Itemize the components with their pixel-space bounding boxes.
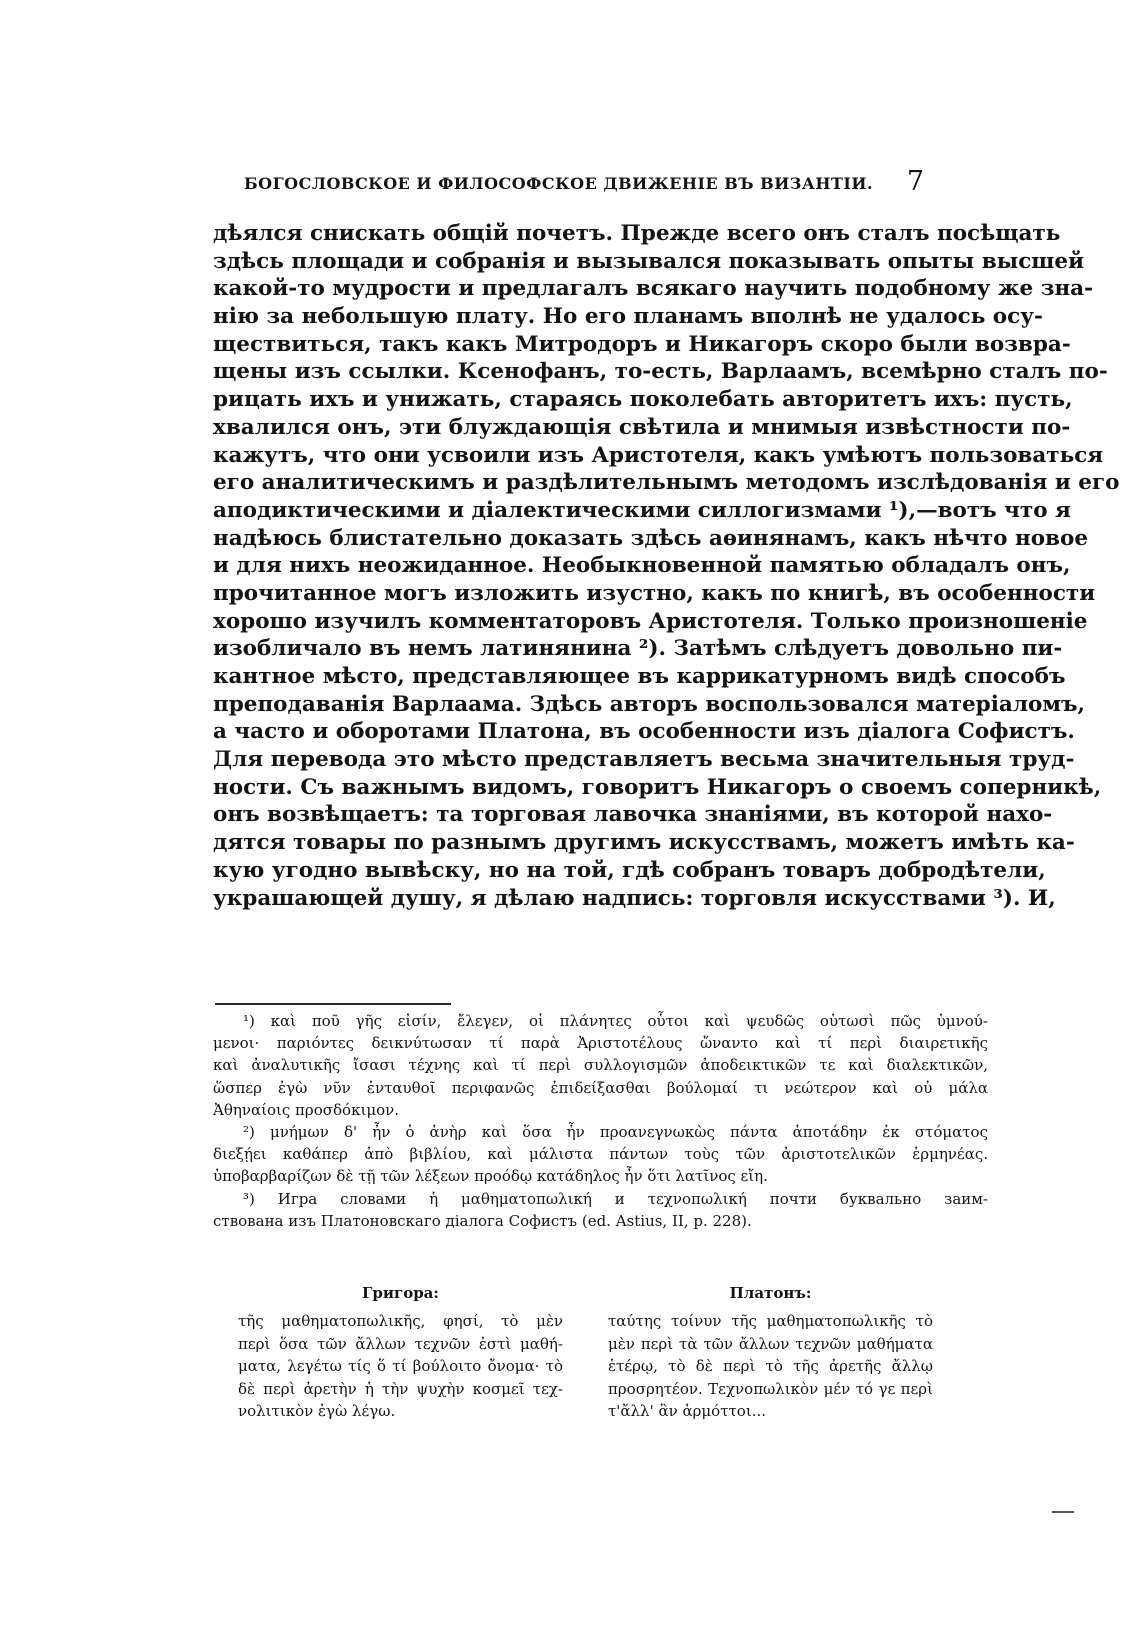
margin-mark bbox=[1052, 1511, 1074, 1513]
text-line: Для перевода это мѣсто представляетъ весьма значительныя труд- bbox=[213, 747, 1075, 773]
footnote-line: ὥσπερ ἐγὼ νῦν ἐνταυθοῖ περιφανῶς ἐπιδείξασθαι βούλομαί τι νεώτερον καὶ οὐ μάλα bbox=[213, 1078, 988, 1097]
text-line: изобличало въ немъ латинянина ²). Затѣмъ слѣдуетъ довольно пи- bbox=[213, 636, 1063, 662]
text-line: аподиктическими и діалектическими силлогизмами ¹),—вотъ что я bbox=[213, 497, 1071, 523]
page-header bbox=[244, 166, 924, 200]
footnote-line: καὶ ἀναλυτικῆς ἴσασι τέχνης καὶ τί περὶ συλλογισμῶν ἀποδεικτικῶν τε καὶ διαλεκτικῶν, bbox=[213, 1056, 988, 1075]
text-line: а часто и оборотами Платона, въ особенности изъ діалога Софистъ. bbox=[213, 719, 1075, 745]
column-line: περὶ ὅσα τῶν ἄλλων τεχνῶν ἐστὶ μαθή- bbox=[238, 1334, 563, 1353]
footnote-line: ²) μνήμων δ' ἦν ὁ ἀνὴρ καὶ ὅσα ἦν προανεγνωκὼς πάντα ἀποτάδην ἐκ στόματος bbox=[243, 1122, 988, 1141]
text-line: хвалился онъ, эти блуждающія свѣтила и мнимыя извѣстности по- bbox=[213, 414, 1071, 440]
footnote-2 bbox=[213, 1121, 988, 1188]
column-line: τ'ἄλλ' ἂν ἁρμόττοι... bbox=[608, 1402, 767, 1421]
text-line: ществиться, такъ какъ Митродоръ и Никагоръ скоро были возвра- bbox=[213, 331, 1071, 357]
footnote-line: Ἀθηναίοις προσδόκιμον. bbox=[213, 1100, 399, 1119]
column-heading: Платонъ: bbox=[729, 1284, 812, 1302]
column-heading: Григора: bbox=[362, 1284, 439, 1302]
text-line: щены изъ ссылки. Ксенофанъ, то-есть, Варлаамъ, всемѣрно сталъ по- bbox=[213, 359, 1108, 385]
footnote-line: διεξῄει καθάπερ ἀπὸ βιβλίου, καὶ μάλιστα πάντων τοὺς τῶν ἀριστοτελικῶν ἑρμηνέας. bbox=[213, 1145, 988, 1164]
text-line: ности. Съ важнымъ видомъ, говоритъ Никагоръ о своемъ соперникѣ, bbox=[213, 774, 1102, 800]
footnote-divider bbox=[215, 1003, 451, 1005]
column-line: ἑτέρῳ, τὸ δὲ περὶ τὸ τῆς ἀρετῆς ἄλλῳ bbox=[608, 1357, 933, 1376]
column-line: μὲν περὶ τὰ τῶν ἄλλων τεχνῶν μαθήματα bbox=[608, 1334, 933, 1353]
text-line: нію за небольшую плату. Но его планамъ вполнѣ не удалось осу- bbox=[213, 304, 1043, 330]
column-line: προσρητέον. Τεχνοπωλικὸν μέν τό γε περὶ bbox=[608, 1379, 933, 1398]
footnote-1 bbox=[213, 1010, 988, 1121]
parallel-columns bbox=[238, 1282, 978, 1422]
main-text bbox=[213, 220, 1120, 912]
footnotes bbox=[213, 1010, 988, 1232]
column-line: δὲ περὶ ἀρετὴν ἡ τὴν ψυχὴν κοσμεῖ τεχ- bbox=[238, 1379, 563, 1398]
text-line: хорошо изучилъ комментаторовъ Аристотеля. Только произношеніе bbox=[213, 608, 1088, 634]
text-line: прочитанное могъ изложить изустно, какъ по книгѣ, въ особенности bbox=[213, 580, 1096, 606]
footnote-line: ¹) καὶ ποῦ γῆς εἰσίν, ἔλεγεν, οἱ πλάνητες οὗτοι καὶ ψευδῶς οὑτωσὶ πῶς ὑμνού- bbox=[243, 1012, 988, 1030]
text-line: рицать ихъ и унижать, стараясь поколебать авторитетъ ихъ: пусть, bbox=[213, 387, 1073, 413]
column-line: ταύτης τοίνυν τῆς μαθηματοπωλικῆς τὸ bbox=[608, 1312, 933, 1330]
footnote-line: ствована изъ Платоновскаго діалога Софистъ (ed. Astius, II, p. 228). bbox=[213, 1211, 752, 1230]
page-number: 7 bbox=[906, 166, 924, 197]
running-title: БОГОСЛОВСКОЕ И ФИЛОСОФСКОЕ ДВИЖЕНІЕ ВЪ ВИЗАНТІИ. bbox=[244, 174, 874, 193]
footnote-line: ³) Игра словами ἡ μαθηματοπωλική и τεχνοπωλική почти буквально заим- bbox=[243, 1189, 988, 1208]
column-plato bbox=[608, 1282, 933, 1423]
text-line: дятся товары по разнымъ другимъ искусствамъ, можетъ имѣть ка- bbox=[213, 830, 1075, 856]
column-gregoras bbox=[238, 1282, 563, 1423]
column-line: τῆς μαθηματοπωλικῆς, φησί, τὸ μὲν bbox=[238, 1312, 563, 1330]
footnote-3 bbox=[213, 1188, 988, 1232]
text-line: дѣялся снискать общій почетъ. Прежде всего онъ сталъ посѣщать bbox=[213, 221, 1061, 246]
column-line: ματα, λεγέτω τίς ὅ τί βούλοιτο ὄνομα· τὸ bbox=[238, 1357, 563, 1376]
text-line: и для нихъ неожиданное. Необыкновенной памятью обладалъ онъ, bbox=[213, 553, 1071, 579]
text-line: надѣюсь блистательно доказать здѣсь аѳинянамъ, какъ нѣчто новое bbox=[213, 525, 1089, 551]
column-line: νολιτικὸν ἐγὼ λέγω. bbox=[238, 1402, 396, 1421]
text-line: кажутъ, что они усвоили изъ Аристотеля, какъ умѣютъ пользоваться bbox=[213, 442, 1104, 468]
text-line: украшающей душу, я дѣлаю надпись: торговля искусствами ³). И, bbox=[213, 885, 1056, 911]
text-line: здѣсь площади и собранія и вызывался показывать опыты высшей bbox=[213, 248, 1085, 274]
text-line: онъ возвѣщаетъ: та торговая лавочка знаніями, въ которой нахо- bbox=[213, 802, 1053, 828]
footnote-line: ὑποβαρβαρίζων δὲ τῇ τῶν λέξεων προόδῳ κατάδηλος ἦν ὅτι λατῖνος εἴη. bbox=[213, 1167, 768, 1186]
footnote-line: μενοι· παριόντες δεικνύτωσαν τί παρὰ Ἀριστοτέλους ὤναντο καὶ τί περὶ διαιρετικῆς bbox=[213, 1034, 988, 1053]
text-line: преподаванія Варлаама. Здѣсь авторъ воспользовался матеріаломъ, bbox=[213, 691, 1085, 717]
text-line: кую угодно вывѣску, но на той, гдѣ собранъ товаръ добродѣтели, bbox=[213, 857, 1046, 883]
text-line: какой-то мудрости и предлагалъ всякаго научить подобному же зна- bbox=[213, 276, 1094, 302]
text-line: кантное мѣсто, представляющее въ каррикатурномъ видѣ способъ bbox=[213, 664, 1066, 689]
text-line: его аналитическимъ и раздѣлительнымъ методомъ изслѣдованія и его bbox=[213, 470, 1120, 496]
